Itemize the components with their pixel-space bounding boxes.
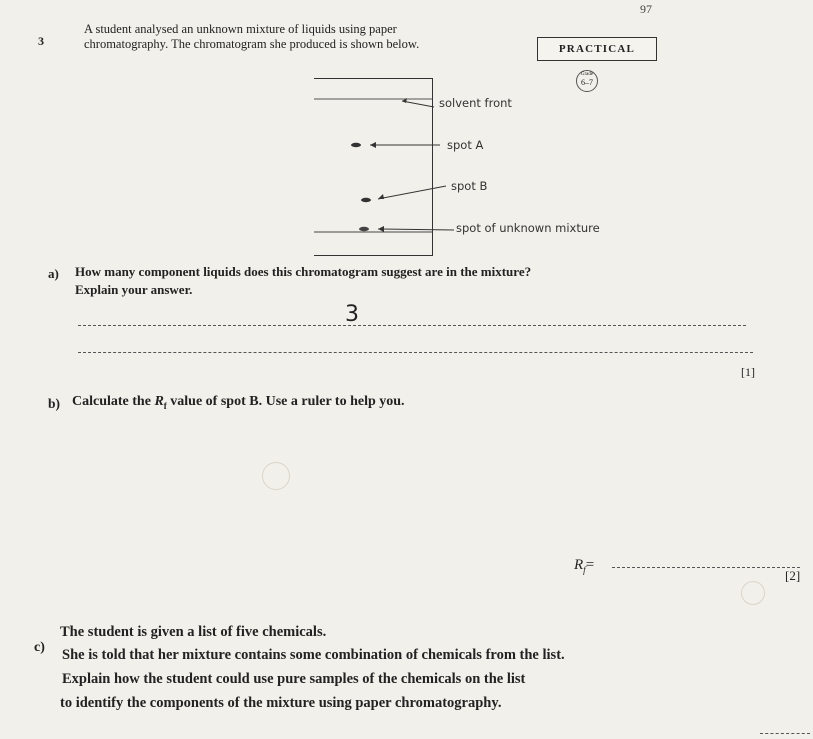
rf-equals: = [585, 557, 595, 573]
solvent-front-arrow [402, 101, 434, 107]
part-a-handwritten-answer: 3 [345, 302, 359, 327]
part-c-letter: c) [34, 640, 45, 655]
part-c-line-1: The student is given a list of five chemicals. [60, 624, 327, 640]
mixture-spot-mark [359, 227, 369, 231]
rf-answer-symbol: R [574, 557, 584, 573]
spot-b-arrow [378, 186, 446, 199]
show-through-grade-circle-2 [741, 581, 765, 605]
spot-a-mark [351, 143, 361, 147]
spot-mixture-label: spot of unknown mixture [456, 221, 600, 235]
practical-badge: PRACTICAL [537, 37, 657, 61]
part-b-letter: b) [48, 396, 61, 411]
mixture-arrow [378, 229, 454, 230]
part-b-text-2: value of spot [166, 394, 250, 409]
part-c-line-3: Explain how the student could use pure samples of the chemicals on the list [62, 671, 526, 687]
answer-line-2 [78, 352, 753, 353]
spot-b-mark [361, 198, 371, 202]
solvent-front-label: solvent front [439, 96, 512, 110]
part-a-question: How many component liquids does this chromatogram suggest are in the mixture? [75, 264, 532, 279]
part-a-letter: a) [48, 266, 59, 281]
part-c-line-2: She is told that her mixture contains some combination of chemicals from the list. [62, 647, 565, 663]
question-number: 3 [38, 34, 44, 48]
part-b-text-3: . Use a ruler to help you. [258, 394, 405, 409]
rf-symbol: R [154, 394, 164, 409]
part-c-answer-line [760, 733, 810, 734]
grade-range: 6–7 [581, 78, 593, 87]
part-a-instruction: Explain your answer. [75, 282, 193, 297]
part-b-text-1: Calculate the [72, 394, 155, 409]
answer-line-1 [78, 325, 746, 326]
rf-subscript: f [163, 400, 167, 411]
grade-label: Grade [580, 72, 594, 77]
question-intro [84, 22, 419, 52]
part-b-marks: [2] [785, 568, 801, 583]
rf-answer-line [612, 567, 800, 568]
page-number: 97 [640, 2, 652, 16]
intro-line-1: A student analysed an unknown mixture of liquids using paper [84, 22, 397, 36]
intro-line-2: chromatography. The chromatogram she produced is shown below. [84, 37, 420, 51]
spot-a-label: spot A [447, 138, 484, 152]
part-b-spot: B [249, 394, 259, 409]
rf-answer-sub: f [583, 565, 586, 575]
part-a-marks: [1] [741, 365, 755, 379]
part-c-line-4: to identify the components of the mixture using paper chromatography. [60, 695, 502, 711]
rf-answer-label [574, 557, 594, 575]
spot-b-label: spot B [451, 179, 488, 193]
part-b-question [72, 394, 405, 411]
chromatogram-paper [314, 78, 433, 256]
show-through-grade-circle [262, 462, 290, 490]
